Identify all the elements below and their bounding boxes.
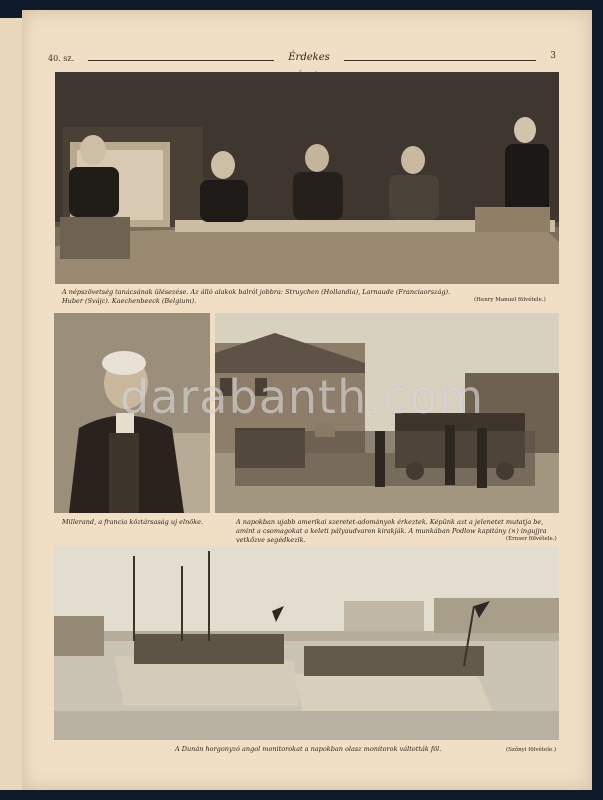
millerand-caption: Millerand, a francia köztársaság uj elnöke. bbox=[62, 518, 204, 526]
council-caption: A népszövetség tanácsának ülésezése. Az álló alakok balról jobbra: Struychen (Hollandia), Larnaude (Franciaország). Huber (Svájc). Kaechenbeeck (Belgium). bbox=[62, 288, 451, 305]
magazine-logo: Érdekes bbox=[274, 48, 344, 68]
monitors-caption: A Dunán horgonyzó angol monitorokat a napokban olasz monitorok váltották föl. bbox=[175, 745, 442, 753]
page-header bbox=[48, 48, 556, 68]
watermark: darabanth.com bbox=[120, 370, 485, 424]
aid-trucks-caption: A napokban ujabb amerikai szeretet-adományok érkeztek. Képünk azt a jelenetet mutatja be, amint a csomagokat a keleti pályaudvaron kirakják. A munkában Podlow kapitány (×) ingujjra vetkőzve segédkezik. bbox=[236, 518, 547, 544]
issue-number: 40. sz. bbox=[48, 54, 75, 63]
monitors-credit: (Szőnyi fölvétele.) bbox=[506, 747, 557, 753]
aid-trucks-credit: (Ernser fölvétele.) bbox=[506, 536, 557, 542]
danube-monitors-image bbox=[54, 546, 559, 740]
page-number: 3 bbox=[550, 51, 556, 61]
council-credit: (Henry Manuel fölvétele.) bbox=[474, 297, 546, 303]
council-meeting-photo bbox=[55, 72, 559, 284]
danube-monitors-photo bbox=[54, 546, 559, 740]
council-meeting-image bbox=[55, 72, 559, 284]
previous-page-edge bbox=[0, 18, 23, 790]
